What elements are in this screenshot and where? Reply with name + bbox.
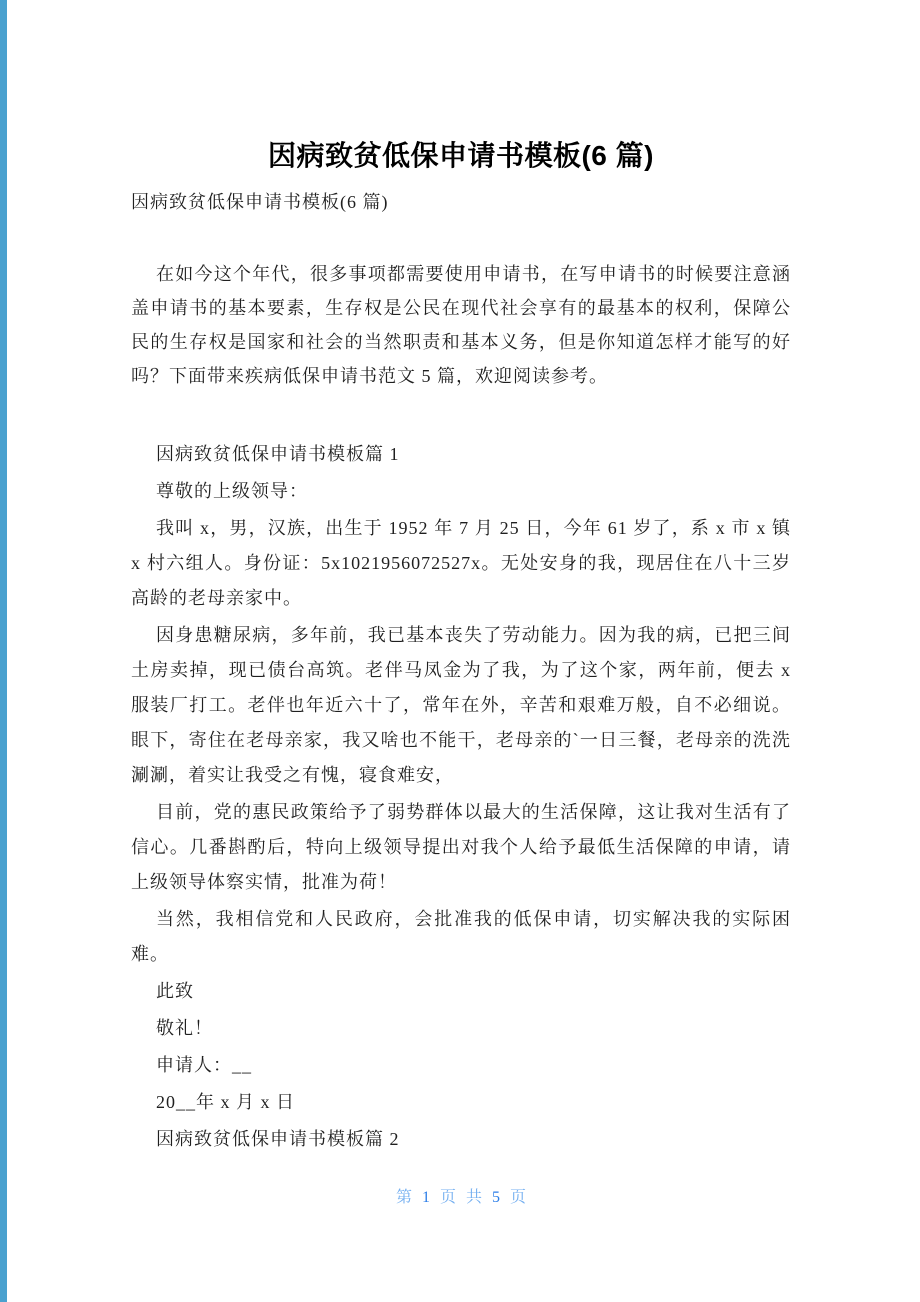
left-accent-bar: [0, 0, 7, 1302]
footer-total-pages: 5: [492, 1189, 501, 1206]
signature-line: 申请人：__: [156, 1055, 252, 1075]
footer-label-total: 共: [466, 1189, 483, 1206]
section-1: [131, 437, 791, 1157]
body-paragraph-2: 因身患糖尿病，多年前，我已基本丧失了劳动能力。因为我的病，已把三间土房卖掉，现已债台高筑。老伴马凤金为了我，为了这个家，两年前，便去 x 服装厂打工。老伴也年近六十了，常年在外，辛苦和艰难万般，自不必细说。眼下，寄住在老母亲家，我又啥也不能干，老母亲的`一日三餐，老母亲的洗洗涮涮，着实让我受之有愧，寝食难安，: [131, 625, 791, 785]
footer-label-di: 第: [395, 1189, 412, 1206]
footer-label-page-2: 页: [510, 1189, 527, 1206]
page-title: 因病致贫低保申请书模板(6 篇): [267, 140, 654, 171]
page-footer: [131, 1189, 791, 1207]
body-paragraph-3: 目前，党的惠民政策给予了弱势群体以最大的生活保障，这让我对生活有了信心。几番斟酌后，特向上级领导提出对我个人给予最低生活保障的申请，请上级领导体察实情，批准为荷！: [131, 802, 791, 892]
document-content: [131, 0, 791, 1159]
document-subtitle: 因病致贫低保申请书模板(6 篇): [131, 192, 389, 212]
section-1-heading: 因病致贫低保申请书模板篇 1: [156, 444, 400, 464]
date-line: 20__年 x 月 x 日: [156, 1092, 295, 1112]
body-paragraph-1: 我叫 x，男，汉族，出生于 1952 年 7 月 25 日，今年 61 岁了，系 x 市 x 镇 x 村六组人。身份证：5x1021956072527x。无处安身的我，现居住在八十三岁高龄的老母亲家中。: [131, 518, 791, 608]
section-2-heading: 因病致贫低保申请书模板篇 2: [156, 1129, 400, 1149]
closing-salute-line: 敬礼！: [156, 1018, 213, 1038]
salutation-line: 尊敬的上级领导：: [156, 481, 308, 501]
body-paragraph-4: 当然，我相信党和人民政府，会批准我的低保申请，切实解决我的实际困难。: [131, 909, 791, 964]
closing-respect-line: 此致: [156, 981, 194, 1001]
footer-current-page: 1: [421, 1189, 430, 1206]
footer-label-page-1: 页: [439, 1189, 456, 1206]
intro-paragraph: 在如今这个年代，很多事项都需要使用申请书，在写申请书的时候要注意涵盖申请书的基本要素，生存权是公民在现代社会享有的最基本的权利，保障公民的生存权是国家和社会的当然职责和基本义务，但是你知道怎样才能写的好吗？下面带来疾病低保申请书范文 5 篇，欢迎阅读参考。: [131, 264, 791, 386]
